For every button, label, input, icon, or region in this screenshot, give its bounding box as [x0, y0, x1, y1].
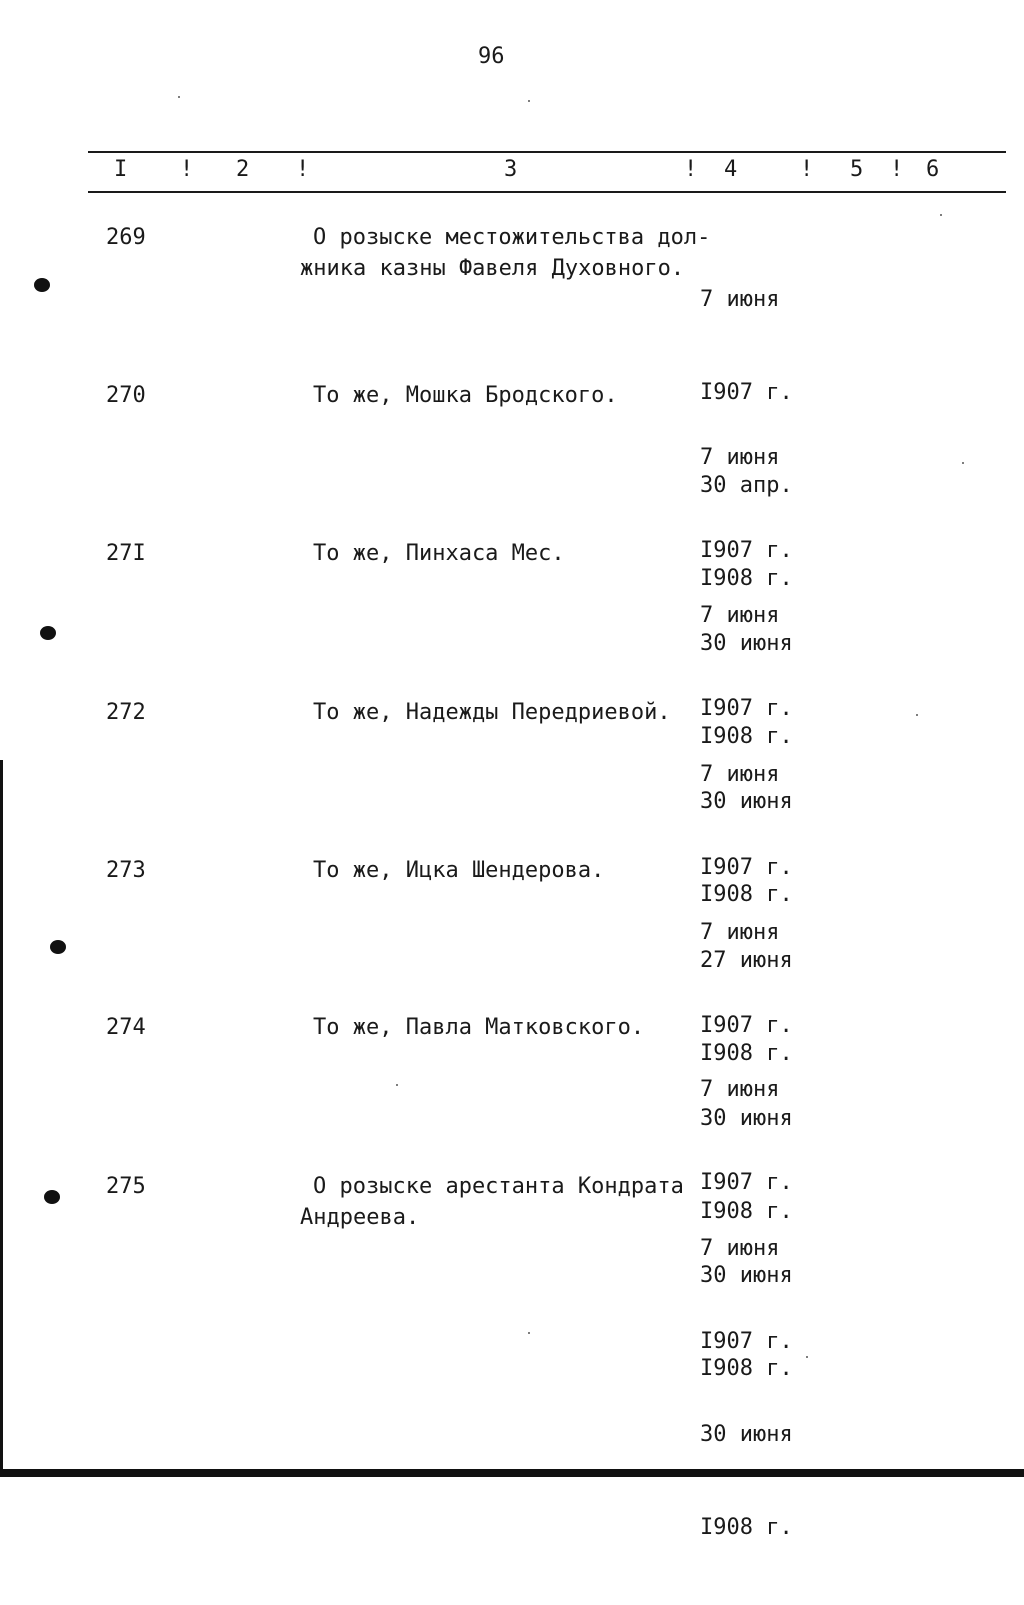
- date-start-year: I907 г.: [700, 696, 793, 721]
- header-col1: I: [114, 157, 128, 182]
- table-row: [0, 1171, 1024, 1540]
- date-start-day: 7 июня: [700, 920, 780, 945]
- scan-speck: [806, 1356, 808, 1358]
- date-end-day: 27 июня: [700, 948, 793, 973]
- scan-speck: [962, 462, 964, 464]
- date-start-year: I907 г.: [700, 1013, 793, 1038]
- row-number: 272: [106, 700, 146, 725]
- date-start-day: 7 июня: [700, 287, 780, 312]
- date-start-day: 7 июня: [700, 1236, 780, 1261]
- header-col2: 2: [236, 157, 250, 182]
- header-sep: !: [684, 157, 698, 182]
- header-rule-bottom: [88, 191, 1006, 193]
- date-start-day: 7 июня: [700, 762, 780, 787]
- binder-hole: [34, 278, 50, 292]
- date-end-year: I908 г.: [700, 882, 793, 907]
- date-end-year: I908 г.: [700, 724, 793, 749]
- date-start-year: I907 г.: [700, 380, 793, 405]
- header-sep: !: [180, 157, 194, 182]
- scan-speck: [916, 714, 918, 716]
- scan-speck: [940, 214, 942, 216]
- row-title-line1: То же, Надежды Передриевой.: [313, 700, 671, 725]
- row-number: 275: [106, 1174, 146, 1199]
- date-end-year: I908 г.: [700, 1515, 793, 1540]
- date-end-day: 30 июня: [700, 1263, 793, 1288]
- date-start-year: I907 г.: [700, 538, 793, 563]
- scan-speck: [178, 96, 180, 98]
- scan-bottom-edge: [0, 1469, 1024, 1477]
- header-col5: 5: [850, 157, 864, 182]
- date-end-year: I908 г.: [700, 1199, 793, 1224]
- header-col6: 6: [926, 157, 940, 182]
- scan-left-edge: [0, 760, 3, 1477]
- date-end-day: 30 июня: [700, 631, 793, 656]
- row-title-line1: О розыске местожительства дол-: [313, 225, 711, 250]
- binder-hole: [50, 940, 66, 954]
- date-end-year: I908 г.: [700, 1041, 793, 1066]
- row-title-line1: То же, Павла Матковского.: [313, 1015, 645, 1040]
- date-end-day: 30 апр.: [700, 473, 793, 498]
- header-col4: 4: [724, 157, 738, 182]
- row-number: 269: [106, 225, 146, 250]
- date-start-year: I907 г.: [700, 1329, 793, 1354]
- scan-speck: [528, 1332, 530, 1334]
- page-number: 96: [478, 44, 505, 69]
- scan-speck: [396, 1084, 398, 1086]
- date-end-year: I908 г.: [700, 1356, 793, 1381]
- header-sep: !: [296, 157, 310, 182]
- row-dates: [700, 1171, 793, 1605]
- row-number: 27I: [106, 541, 146, 566]
- date-start-day: 7 июня: [700, 603, 780, 628]
- header-rule-top: [88, 151, 1006, 153]
- header-sep: !: [890, 157, 904, 182]
- date-end-year: I908 г.: [700, 566, 793, 591]
- scan-speck: [528, 100, 530, 102]
- date-start-day: 7 июня: [700, 445, 780, 470]
- row-number: 273: [106, 858, 146, 883]
- date-end-day: 30 июня: [700, 1106, 793, 1131]
- row-number: 274: [106, 1015, 146, 1040]
- row-title-line2: Андреева.: [300, 1205, 420, 1230]
- row-title-line1: О розыске арестанта Кондрата: [313, 1174, 684, 1199]
- row-title-line2: жника казны Фавеля Духовного.: [300, 256, 685, 281]
- row-title-line1: То же, Мошка Бродского.: [313, 383, 618, 408]
- date-start-year: I907 г.: [700, 1170, 793, 1195]
- binder-hole: [40, 626, 56, 640]
- date-start-year: I907 г.: [700, 855, 793, 880]
- row-number: 270: [106, 383, 146, 408]
- date-end-day: 30 июня: [700, 789, 793, 814]
- date-end-day: 30 июня: [700, 1422, 793, 1447]
- binder-hole: [44, 1190, 60, 1204]
- header-sep: !: [800, 157, 814, 182]
- date-start-day: 7 июня: [700, 1077, 780, 1102]
- header-col3: 3: [504, 157, 518, 182]
- row-title-line1: То же, Ицка Шендерова.: [313, 858, 605, 883]
- row-title-line1: То же, Пинхаса Мес.: [313, 541, 565, 566]
